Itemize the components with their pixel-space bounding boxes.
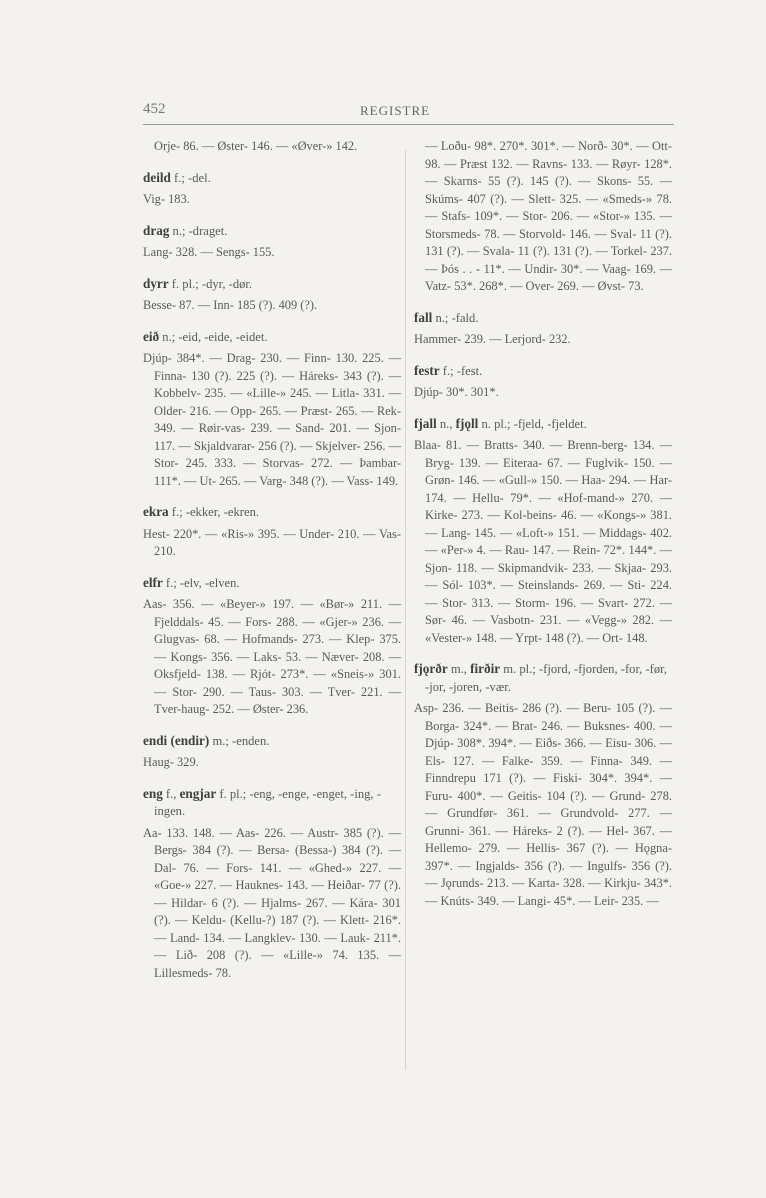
grammar-note: f. pl.; -dyr, -dør. [168, 276, 253, 291]
grammar-note: n., [436, 416, 456, 431]
headword: elfr [143, 574, 163, 590]
header-rule [143, 124, 674, 125]
entry-headword [143, 169, 401, 188]
left-column [143, 138, 401, 982]
headword: ekra [143, 504, 169, 519]
column-divider [405, 150, 406, 1070]
entry-headword [143, 328, 401, 347]
continuation-text: — Loðu- 98*. 270*. 301*. — Norð- 30*. — Ott- 98. — Præst 132. — Ravns- 133. — Røyr- 128*. — Skarns- 55 (?). 145 (?). — Skons- 55. — Skúms- 407 (?). — Slett- 325. — «Smeds-» 78. — Stafs- 109*. — Stor- 206. — «Stor-» 135. — Storsmeds- 78. — Storvold- 146. — Sval- 11 (?). 131 (?). — Svala- 11 (?). 131 (?). — Torkel- 237. — Þós . . - 11*. — Undir- 30*. — Vaag- 169. — Vatz- 53*. 268*. — Over- 269. — Øvst- 73. [425, 139, 672, 293]
headword: engjar [179, 785, 217, 801]
entry-headword [414, 415, 672, 434]
page-number: 452 [143, 101, 166, 117]
index-entry [143, 275, 401, 315]
index-entry [143, 574, 401, 719]
entry-references: Blaa- 81. — Bratts- 340. — Brenn-berg- 134. — Bryg- 139. — Eiteraa- 67. — Fuglvik- 150. — Grøn- 146. — «Gull-» 150. — Haa- 294. — Har- 174. — Hellu- 79*. — «Hof-mand-» 270. — Kirke- 273. — Kol-beins- 46. — «Kongs-» 381. — Lang- 145. — «Loft-» 151. — Middags- 402. — «Per-» 4. — Rau- 147. — Rein- 72*. 144*. — Sjon- 118. — Skipmandvik- 233. — Skjaa- 293. — Sól- 103*. — Steinslands- 269. — Sti- 224. — Stor- 313. — Storm- 196. — Svart- 272. — Sør- 46. — Vasbotn- 231. — «Vegg-» 282. — «Vester-» 148. — Yrpt- 148 (?). — Ort- 148. [414, 438, 672, 645]
entry-references: Djúp- 30*. 301*. [414, 385, 499, 399]
entry-headword [143, 503, 401, 522]
entry-references: Vig- 183. [143, 192, 190, 206]
entry-headword [143, 732, 401, 751]
grammar-note: n.; -eid, -eide, -eidet. [159, 329, 268, 344]
grammar-note: n.; -draget. [169, 223, 228, 238]
headword: eng [143, 785, 163, 801]
grammar-note: m.; -enden. [209, 733, 270, 748]
entry-references: Haug- 329. [143, 755, 199, 769]
headword: fjǫll [455, 415, 479, 431]
index-entry [143, 732, 401, 772]
headword: fjǫrðr [414, 661, 448, 676]
entry-headword [143, 785, 401, 821]
grammar-note: f. pl.; -eng, -enge, -enget, -ing, -ingen. [154, 786, 381, 818]
headword: dyrr [143, 275, 169, 291]
entry-references: Aas- 356. — «Beyer-» 197. — «Bør-» 211. — Fjelddals- 45. — Fors- 288. — «Gjer-» 236. — Glugvas- 68. — Hofmands- 273. — Klep- 375. — Kongs- 356. — Laks- 53. — Næver- 208. — Oksfjeld- 138. — Rjót- 273*. — «Sneis-» 301. — Stor- 290. — Taus- 303. — Tver- 221. — Tver-haug- 252. — Øster- 236. [143, 597, 401, 716]
grammar-note: f.; -fest. [439, 363, 483, 378]
index-entry [143, 503, 401, 561]
continuation-text: Orje- 86. — Øster- 146. — «Øver-» 142. [154, 139, 358, 153]
grammar-note: f., [162, 786, 180, 801]
index-entry [414, 415, 672, 648]
index-entry [414, 309, 672, 349]
grammar-note: f.; -del. [170, 170, 211, 185]
grammar-note: n.; -fald. [432, 310, 479, 325]
entry-headword [143, 222, 401, 241]
entry-headword [414, 309, 672, 328]
headword: deild [143, 169, 171, 185]
entry-references: Asp- 236. — Beitis- 286 (?). — Beru- 105 (?). — Borga- 324*. — Brat- 246. — Buksnes- 400. — Djúp- 308*. 394*. — Eiðs- 366. — Eisu- 306. — Els- 127. — Falke- 359. — Finna- 349. — Finndrepu 171 (?). — Fiski- 304*. 394*. — Furu- 400*. — Geitis- 104 (?). — Grund- 278. — Grundfør- 361. — Grundvold- 277. — Grunni- 361. — Háreks- 2 (?). — Hel- 367. — Hellemo- 279. — Hellis- 367 (?). — Hǫgna- 397*. — Ingjalds- 356 (?). — Ingulfs- 356 (?). — Jǫrunds- 213. — Karta- 328. — Kirkju- 343*. — Knúts- 349. — Langi- 45*. — Leir- 235. — [414, 701, 672, 908]
headword: festr [414, 362, 440, 378]
grammar-note: f.; -ekker, -ekren. [168, 505, 260, 519]
index-entry [143, 169, 401, 209]
headword: endi (endir) [143, 732, 210, 748]
index-entry [143, 328, 401, 491]
headword: eið [143, 328, 160, 344]
headword: drag [143, 222, 170, 238]
entry-headword [414, 660, 672, 696]
entry-references: Aa- 133. 148. — Aas- 226. — Austr- 385 (?). — Bergs- 384 (?). — Bersa- (Bessa-) 384 (?). — Dal- 76. — Fors- 141. — «Ghed-» 227. — «Goe-» 227. — Hauknes- 143. — Heiðar- 77 (?). — Hildar- 6 (?). — Hjalms- 267. — Kára- 301 (?). — Keldu- (Kellu-?) 187 (?). — Klett- 216*. — Land- 134. — Langklev- 130. — Lauk- 211*. — Lið- 208 (?). — «Lille-» 74. 135. — Lillesmeds- 78. [143, 825, 401, 980]
index-entry [414, 660, 672, 910]
headword: firðir [470, 661, 501, 676]
grammar-note: m. pl.; -fjord, -fjorden, -for, -før, -jor, -joren, -vær. [425, 662, 667, 694]
headword: fjall [414, 415, 437, 431]
entry-headword [414, 362, 672, 381]
entry-headword [143, 574, 401, 593]
entry-references: Besse- 87. — Inn- 185 (?). 409 (?). [143, 298, 318, 312]
entry-references: Djúp- 384*. — Drag- 230. — Finn- 130. 225. — Finna- 130 (?). 225 (?). — Háreks- 343 (?). — Kobbelv- 235. — «Lille-» 245. — Litla- 331. — Older- 216. — Opp- 265. — Præst- 265. — Rek- 349. — Røir-vas- 239. — Sand- 201. — Sjon- 117. — Skjaldvarar- 256 (?). — Skjelver- 256. — Stor- 245. 333. — Storvas- 272. — Þambar- 111*. — Ut- 265. — Varg- 348 (?). — Vass- 149. [143, 351, 401, 488]
entry-references: Lang- 328. — Sengs- 155. [143, 245, 275, 259]
index-entry [143, 222, 401, 262]
entry-references: Hest- 220*. — «Ris-» 395. — Under- 210. — Vas- 210. [143, 526, 401, 558]
grammar-note: m., [447, 662, 471, 676]
grammar-note: f.; -elv, -elven. [162, 575, 240, 590]
headword: fall [414, 309, 433, 325]
entry-headword [143, 275, 401, 294]
running-title: REGISTRE [360, 103, 431, 118]
right-column [414, 138, 672, 910]
entry-references: Hammer- 239. — Lerjord- 232. [414, 332, 571, 346]
grammar-note: n. pl.; -fjeld, -fjeldet. [478, 416, 587, 431]
index-entry [414, 362, 672, 402]
index-entry [143, 785, 401, 983]
